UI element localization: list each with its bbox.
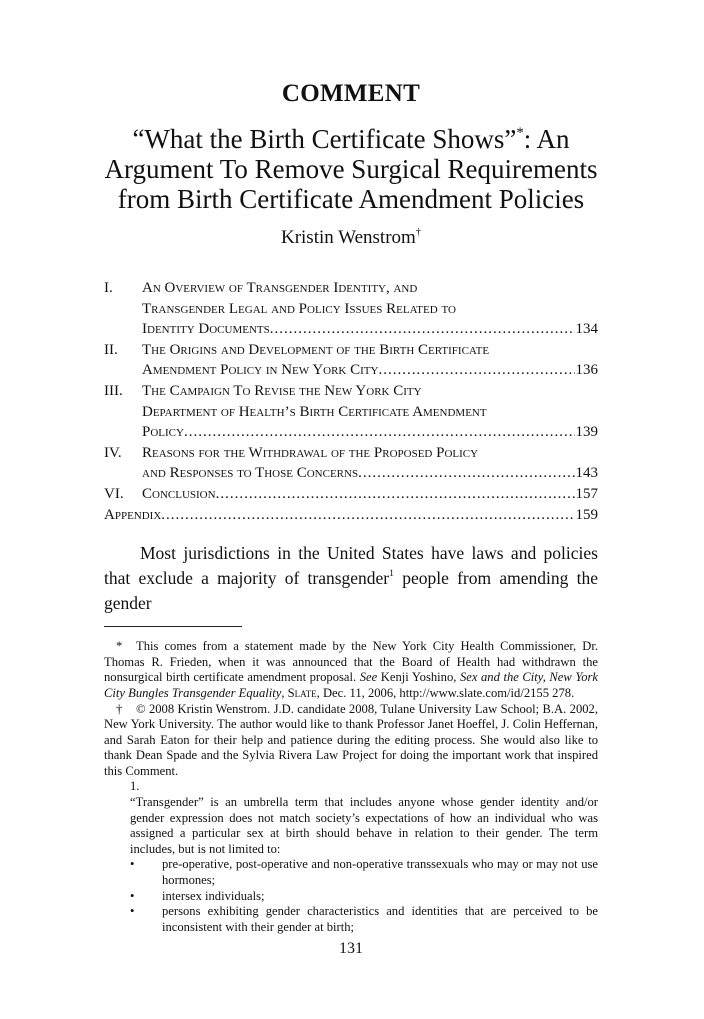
toc-leader [216,484,575,505]
toc-line: Conclusion [142,485,216,502]
toc-leader [378,360,574,381]
footnote-text: © 2008 Kristin Wenstrom. J.D. candidate 2008, Tulane University Law School; B.A. 2002, New York University. The author would like to thank Professor Janet Hoeffel, J. Colin Heffernan, and Sarah Eaton for their help and patience during the editing process. She would also like to thank Dean Spade and the Sylvia Rivera Law Project for doing the important work that inspired this Comment. [104,701,598,778]
document-page [104,0,598,1019]
body-text-end: people from amending the gender [104,568,598,614]
section-label: COMMENT [281,80,421,107]
list-item [130,857,598,888]
article-title [104,124,598,214]
toc-leader [358,463,574,484]
toc-page: 143 [575,465,598,482]
list-item-text: persons exhibiting gender characteristics and identities that are perceived to be inconsistent with their gender at birth; [162,904,598,934]
toc-entry[interactable] [104,484,598,505]
toc-page: 136 [575,362,598,379]
list-item-text: pre-operative, post-operative and non-operative transsexuals who may or may not use hormones; [162,857,598,888]
list-item-text: intersex individuals; [162,888,265,903]
footnote-mark: * [116,639,123,654]
author-byline [104,226,598,250]
title-line-2: Argument To Remove Surgical Requirements [104,154,598,184]
toc-line: Department of Health’s Birth Certificate Amendment [142,403,487,420]
title-line-1-rest: : An [523,124,570,154]
list-item [130,904,598,935]
toc-line: Appendix [104,506,162,523]
toc-line: and Responses to Those Concerns [142,465,359,482]
footnote-1-list [130,857,598,935]
toc-entry-body [142,381,598,443]
body-text-start: Most jurisdictions in the United States have laws and policies that exclude a majority of transgender [104,543,598,589]
toc-leader [184,422,575,443]
toc-line-last [142,484,598,505]
toc-entry[interactable] [104,340,598,381]
toc-line: Transgender Legal and Policy Issues Related to [142,300,456,317]
footnote-mark: 1. [130,779,140,794]
footnote-1-text: “Transgender” is an umbrella term that includes anyone whose gender identity and/or gender expression does not match society’s expectations of how an individual who was assigned a particular sex at birth should behave in relation to their gender. The term includes, but is not limited to: [130,795,598,856]
footnote-dagger [104,702,598,780]
title-line-3: from Birth Certificate Amendment Policies [117,184,585,214]
footnote-star [104,639,598,701]
toc-page: 157 [575,485,598,502]
toc-page: 134 [575,321,598,338]
toc-entry[interactable] [104,381,598,443]
toc-entry-body [142,340,598,381]
footnote-ref-1[interactable]: 1 [389,568,394,580]
toc-entry-body [104,505,598,526]
bullet-icon: • [130,904,135,919]
toc-line: Reasons for the Withdrawal of the Proposed Policy [142,444,479,461]
toc-page: 159 [575,506,598,523]
toc-line: Identity Documents [142,321,270,338]
author-name: Kristin Wenstrom [280,227,416,248]
source-name: Slate [287,685,317,700]
toc-number: III. [104,382,123,399]
table-of-contents [104,278,598,525]
footnote-text: Kenji Yoshino, [377,670,460,685]
toc-line-last [142,319,598,340]
toc-line-last [104,505,598,526]
bullet-icon: • [130,857,135,872]
body-paragraph-text [104,541,598,616]
list-item [130,889,598,905]
toc-page: 139 [575,424,598,441]
signal-see: See [359,670,378,685]
toc-entry[interactable] [104,443,598,484]
author-footnote-mark[interactable]: † [415,226,422,238]
toc-line-last [142,463,598,484]
toc-entry[interactable] [104,505,598,526]
body-paragraph [104,541,598,616]
toc-entry-body [142,278,598,340]
title-footnote-mark[interactable]: * [516,124,524,141]
toc-number: II. [104,341,118,358]
title-line-1-text: “What the Birth Certificate Shows” [132,124,517,154]
toc-line-last [142,422,598,443]
toc-entry-body [142,484,598,505]
toc-line-last [142,360,598,381]
page-number: 131 [339,940,363,958]
footnote-text: , [281,685,288,700]
footnote-mark: † [116,701,123,716]
toc-line: The Campaign To Revise the New York City [142,382,422,399]
footnote-divider [104,626,242,627]
toc-number: I. [104,280,113,296]
footnote-text: This comes from a statement made by the New York City Health Commissioner, Dr. Thomas R. Frieden, when it was announced that the Board of Health had withdrawn the nonsurgical birth certificate amendment proposal. [104,639,598,685]
citation-url[interactable]: , Dec. 11, 2006, http://www.slate.com/id/2155 278. [316,685,575,700]
toc-entry-body [142,443,598,484]
toc-entry[interactable] [104,278,598,340]
title-line-1 [104,124,598,154]
bullet-icon: • [130,888,135,903]
toc-line: An Overview of Transgender Identity, and [142,280,418,296]
footnote-1 [130,779,598,935]
toc-line: Policy [142,424,184,441]
toc-number: VI. [104,485,124,502]
toc-line: The Origins and Development of the Birth Certificate [142,341,490,358]
toc-number: IV. [104,444,122,461]
footnotes [104,639,598,935]
toc-line: Amendment Policy in New York City [142,362,379,379]
toc-leader [161,505,574,526]
toc-leader [270,319,575,340]
cited-article-title: Sex and the City, New York City Bungles Transgender Equality [104,670,598,700]
